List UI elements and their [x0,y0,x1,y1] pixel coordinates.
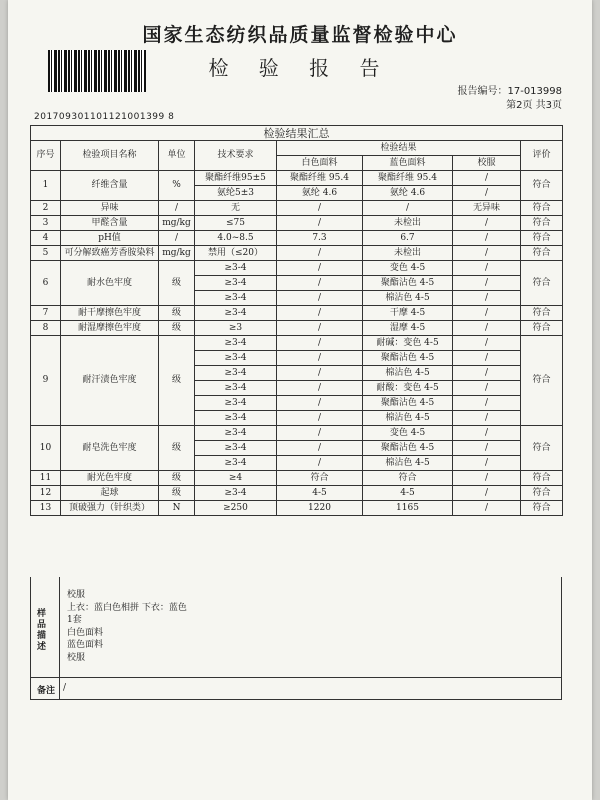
evaluation: 符合 [521,426,563,471]
blue-fabric-result: 聚酯纤维 95.4 [363,171,453,186]
white-fabric-result: / [277,336,363,351]
row-number: 8 [31,321,61,336]
uniform-result: / [453,366,521,381]
blue-fabric-result: 变色 4-5 [363,426,453,441]
report-page [8,0,592,800]
test-item: 耐水色牢度 [61,261,159,306]
evaluation: 符合 [521,471,563,486]
requirement: ≤75 [195,216,277,231]
uniform-result: 无异味 [453,201,521,216]
header-result: 检验结果 [277,141,521,156]
table-row [31,486,563,501]
row-number: 9 [31,336,61,426]
white-fabric-result: / [277,261,363,276]
uniform-result: / [453,441,521,456]
blue-fabric-result: 耐碱：变色 4-5 [363,336,453,351]
table-caption: 检验结果汇总 [31,126,563,141]
uniform-result: / [453,276,521,291]
blue-fabric-result: 6.7 [363,231,453,246]
blue-fabric-result: 湿摩 4-5 [363,321,453,336]
white-fabric-result: / [277,216,363,231]
blue-fabric-result: 未检出 [363,246,453,261]
white-fabric-result: / [277,201,363,216]
header-white-fabric: 白色面料 [277,156,363,171]
row-number: 13 [31,501,61,516]
table-row [31,336,563,351]
evaluation: 符合 [521,501,563,516]
sample-description [30,577,562,678]
uniform-result: / [453,336,521,351]
sample-description-lines [67,589,187,664]
requirement: ≥3-4 [195,276,277,291]
uniform-result: / [453,186,521,201]
header-blue-fabric: 蓝色面料 [363,156,453,171]
uniform-result: / [453,396,521,411]
evaluation: 符合 [521,246,563,261]
row-number: 4 [31,231,61,246]
uniform-result: / [453,381,521,396]
white-fabric-result: / [277,396,363,411]
white-fabric-result: 氨纶 4.6 [277,186,363,201]
remark-row [30,677,562,700]
white-fabric-result: / [277,321,363,336]
white-fabric-result: / [277,441,363,456]
unit: / [159,231,195,246]
evaluation: 符合 [521,231,563,246]
row-number: 6 [31,261,61,306]
row-number: 5 [31,246,61,261]
requirement: 氨纶5±3 [195,186,277,201]
table-row [31,261,563,276]
test-item: pH值 [61,231,159,246]
sample-line: 1套 [67,615,82,625]
unit: 级 [159,261,195,306]
requirement: ≥3-4 [195,396,277,411]
evaluation: 符合 [521,306,563,321]
requirement: 无 [195,201,277,216]
unit: mg/kg [159,216,195,231]
evaluation: 符合 [521,321,563,336]
requirement: ≥3-4 [195,261,277,276]
blue-fabric-result: 聚酯沾色 4-5 [363,351,453,366]
blue-fabric-result: 聚酯沾色 4-5 [363,276,453,291]
white-fabric-result: / [277,351,363,366]
serial-number: 201709301101121001399 8 [34,112,175,122]
evaluation: 符合 [521,201,563,216]
requirement: ≥3-4 [195,381,277,396]
sample-line: 校服 [67,590,86,600]
sample-line: 白色面料 [67,627,104,638]
blue-fabric-result: 棉沾色 4-5 [363,366,453,381]
unit: 级 [159,426,195,471]
test-item: 甲醛含量 [61,216,159,231]
table-row [31,216,563,231]
table-row [31,426,563,441]
unit: 级 [159,471,195,486]
requirement: ≥3-4 [195,486,277,501]
requirement: ≥3-4 [195,426,277,441]
unit: 级 [159,306,195,321]
table-row [31,231,563,246]
row-number: 3 [31,216,61,231]
sample-line: 上衣：蓝白色相拼 下衣：蓝色 [67,602,187,613]
test-item: 耐干摩擦色牢度 [61,306,159,321]
unit: mg/kg [159,246,195,261]
test-item: 耐皂洗色牢度 [61,426,159,471]
header-unit: 单位 [159,141,195,171]
blue-fabric-result: 聚酯沾色 4-5 [363,396,453,411]
white-fabric-result: 4-5 [277,486,363,501]
blue-fabric-result: 棉沾色 4-5 [363,291,453,306]
uniform-result: / [453,486,521,501]
report-subtitle: 检 验 报 告 [208,56,392,80]
evaluation: 符合 [521,486,563,501]
unit: N [159,501,195,516]
unit: 级 [159,486,195,501]
uniform-result: / [453,246,521,261]
uniform-result: / [453,411,521,426]
requirement: ≥3-4 [195,366,277,381]
white-fabric-result: 聚酯纤维 95.4 [277,171,363,186]
uniform-result: / [453,216,521,231]
requirement: ≥3-4 [195,456,277,471]
uniform-result: / [453,501,521,516]
test-item: 起球 [61,486,159,501]
unit: 级 [159,336,195,426]
white-fabric-result: / [277,411,363,426]
white-fabric-result: 1220 [277,501,363,516]
table-row [31,246,563,261]
uniform-result: / [453,231,521,246]
unit: 级 [159,321,195,336]
test-item: 可分解致癌芳香胺染料 [61,246,159,261]
requirement: ≥3-4 [195,351,277,366]
blue-fabric-result: 4-5 [363,486,453,501]
test-item: 异味 [61,201,159,216]
table-row [31,501,563,516]
blue-fabric-result: 干摩 4-5 [363,306,453,321]
unit: / [159,201,195,216]
white-fabric-result: 符合 [277,471,363,486]
table-row [31,471,563,486]
requirement: 4.0~8.5 [195,231,277,246]
center-title: 国家生态纺织品质量监督检验中心 [142,24,458,46]
blue-fabric-result: 氨纶 4.6 [363,186,453,201]
row-number: 12 [31,486,61,501]
page-info: 第2页 共3页 [506,100,562,111]
results-table [30,125,563,516]
evaluation: 符合 [521,261,563,306]
white-fabric-result: / [277,456,363,471]
requirement: ≥3 [195,321,277,336]
table-row [31,321,563,336]
unit: % [159,171,195,201]
remark-value: / [63,683,67,693]
white-fabric-result: / [277,426,363,441]
uniform-result: / [453,321,521,336]
sample-line: 蓝色面料 [67,640,104,650]
blue-fabric-result: 耐酸：变色 4-5 [363,381,453,396]
uniform-result: / [453,171,521,186]
header-requirement: 技术要求 [195,141,277,171]
blue-fabric-result: 棉沾色 4-5 [363,456,453,471]
sample-line: 校服 [67,652,86,663]
uniform-result: / [453,456,521,471]
test-item: 顶破强力（针织类） [61,501,159,516]
report-number: 报告编号：17-013998 [457,86,562,97]
header-no: 序号 [31,141,61,171]
blue-fabric-result: 1165 [363,501,453,516]
requirement: ≥3-4 [195,336,277,351]
blue-fabric-result: / [363,201,453,216]
white-fabric-result: / [277,276,363,291]
requirement: 禁用（≤20） [195,246,277,261]
row-number: 10 [31,426,61,471]
remark-divider [59,677,60,699]
white-fabric-result: / [277,381,363,396]
row-number: 11 [31,471,61,486]
header-evaluation: 评价 [521,141,563,171]
requirement: ≥250 [195,501,277,516]
uniform-result: / [453,306,521,321]
table-row [31,306,563,321]
table-row [31,171,563,186]
blue-fabric-result: 变色 4-5 [363,261,453,276]
white-fabric-result: / [277,246,363,261]
requirement: ≥3-4 [195,306,277,321]
table-row [31,201,563,216]
blue-fabric-result: 符合 [363,471,453,486]
sample-divider [59,577,60,677]
evaluation: 符合 [521,336,563,426]
evaluation: 符合 [521,216,563,231]
header-uniform: 校服 [453,156,521,171]
test-item: 耐汗渍色牢度 [61,336,159,426]
uniform-result: / [453,261,521,276]
requirement: ≥3-4 [195,291,277,306]
uniform-result: / [453,426,521,441]
requirement: ≥3-4 [195,441,277,456]
row-number: 7 [31,306,61,321]
requirement: 聚酯纤维95±5 [195,171,277,186]
white-fabric-result: / [277,366,363,381]
row-number: 1 [31,171,61,201]
test-item: 纤维含量 [61,171,159,201]
row-number: 2 [31,201,61,216]
uniform-result: / [453,471,521,486]
requirement: ≥4 [195,471,277,486]
white-fabric-result: / [277,291,363,306]
uniform-result: / [453,351,521,366]
header-item: 检验项目名称 [61,141,159,171]
white-fabric-result: / [277,306,363,321]
remark-label: 备注 [37,686,56,696]
uniform-result: / [453,291,521,306]
test-item: 耐光色牢度 [61,471,159,486]
white-fabric-result: 7.3 [277,231,363,246]
sample-description-label: 样品描述 [37,609,47,652]
blue-fabric-result: 聚酯沾色 4-5 [363,441,453,456]
requirement: ≥3-4 [195,411,277,426]
blue-fabric-result: 未检出 [363,216,453,231]
test-item: 耐湿摩擦色牢度 [61,321,159,336]
evaluation: 符合 [521,171,563,201]
blue-fabric-result: 棉沾色 4-5 [363,411,453,426]
